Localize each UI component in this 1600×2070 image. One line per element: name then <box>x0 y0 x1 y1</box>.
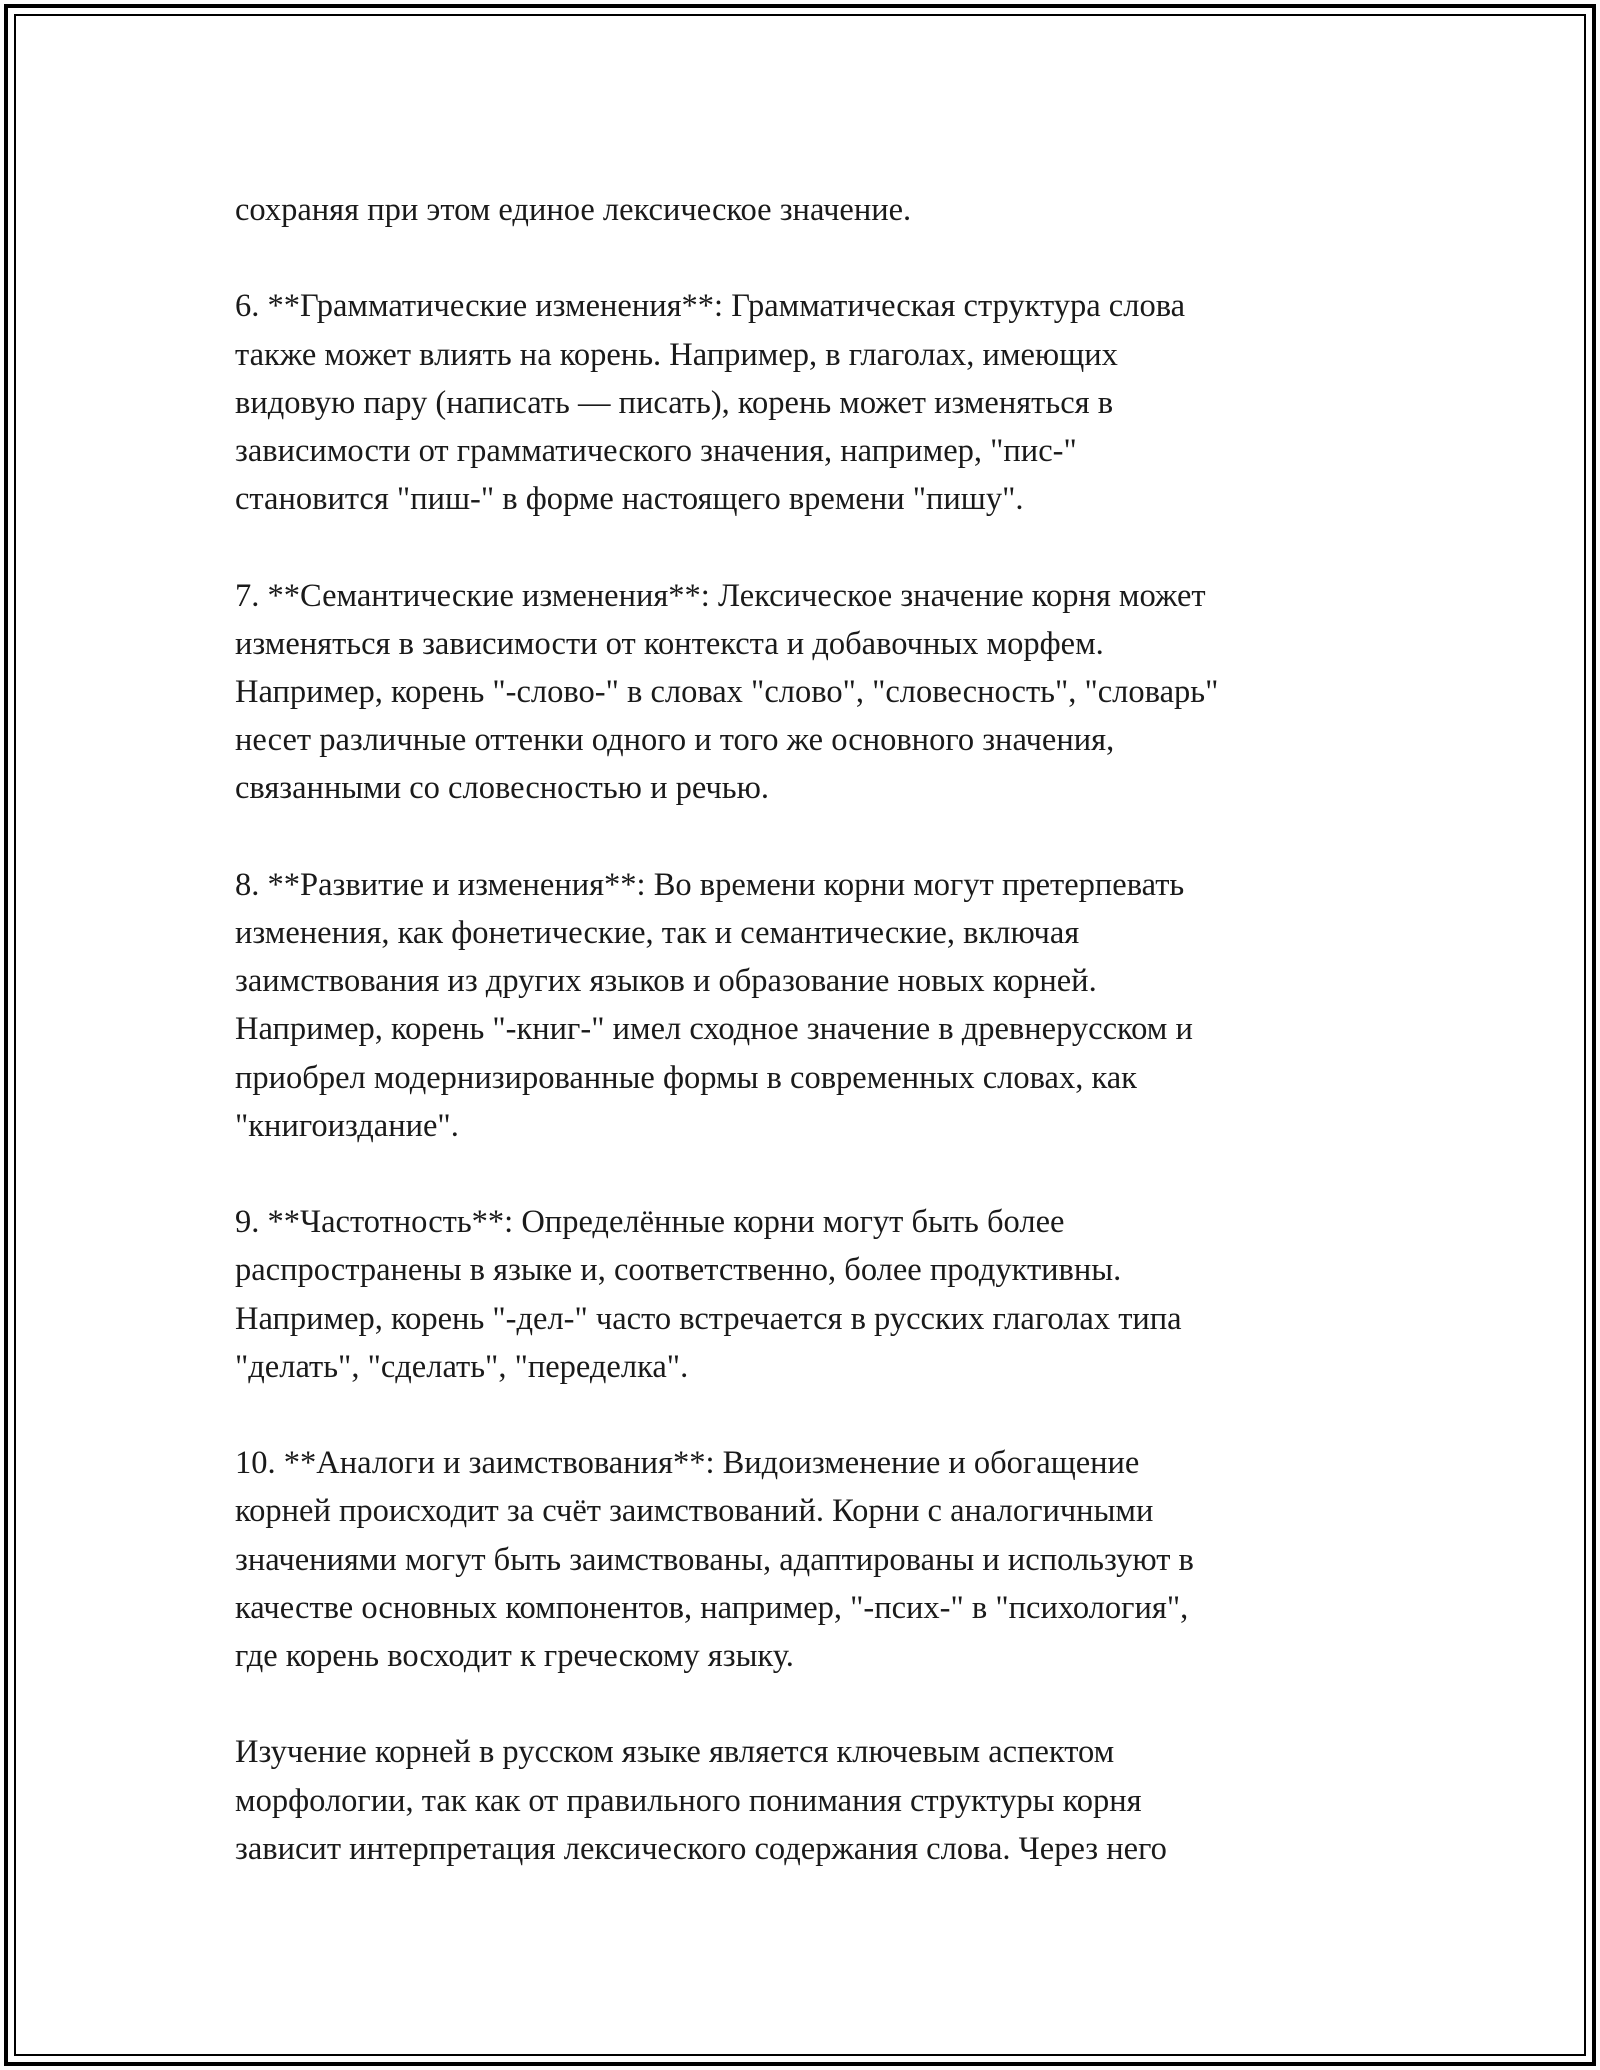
text-line: Например, корень "-книг-" имел сходное значение в древнерусском и <box>235 1011 1193 1048</box>
text-line: зависимости от грамматического значения, например, "пис-" <box>235 433 1077 469</box>
text-line: "книгоиздание". <box>235 1107 459 1144</box>
text-line: связанными со словесностью и речью. <box>235 770 770 807</box>
paragraph-conclusion <box>235 1728 1365 1873</box>
paragraph-item-8 <box>235 861 1365 1150</box>
text-line: Например, корень "-дел-" часто встречается в русских глаголах типа <box>235 1300 1182 1337</box>
text-line: 9. **Частотность**: Определённые корни могут быть более <box>235 1204 1065 1241</box>
text-line: Изучение корней в русском языке является ключевым аспектом <box>235 1734 1115 1771</box>
paragraph-item-7 <box>235 572 1365 813</box>
text-line: 10. **Аналоги и заимствования**: Видоизменение и обогащение <box>235 1445 1140 1482</box>
paragraph-item-6 <box>235 282 1365 523</box>
text-line: приобрел модернизированные формы в современных словах, как <box>235 1059 1137 1096</box>
text-line: корней происходит за счёт заимствований. Корни с аналогичными <box>235 1493 1154 1530</box>
text-line: "делать", "сделать", "переделка". <box>235 1348 689 1385</box>
text-line: изменения, как фонетические, так и семантические, включая <box>235 915 1080 951</box>
paragraph-continuation <box>235 186 1365 234</box>
text-line: где корень восходит к греческому языку. <box>235 1638 794 1675</box>
text-line: зависит интерпретация лексического содержания слова. Через него <box>235 1830 1167 1867</box>
text-line: 6. **Грамматические изменения**: Грамматическая структура слова <box>235 288 1186 325</box>
text-line: изменяться в зависимости от контекста и добавочных морфем. <box>235 625 1104 662</box>
text-line: заимствования из других языков и образование новых корней. <box>235 963 1097 1000</box>
document-body <box>235 186 1365 1873</box>
text-line: 7. **Семантические изменения**: Лексическое значение корня может <box>235 577 1206 614</box>
paragraph-item-10 <box>235 1439 1365 1680</box>
text-line: видовую пару (написать — писать), корень может изменяться в <box>235 384 1114 421</box>
text-line: сохраняя при этом единое лексическое значение. <box>235 192 912 228</box>
text-line: несет различные оттенки одного и того же основного значения, <box>235 722 1115 759</box>
text-line: также может влиять на корень. Например, в глаголах, имеющих <box>235 336 1118 373</box>
text-line: Например, корень "-слово-" в словах "слово", "словесность", "словарь" <box>235 674 1219 710</box>
text-line: распространены в языке и, соответственно, более продуктивны. <box>235 1252 1122 1289</box>
text-line: становится "пиш-" в форме настоящего времени "пишу". <box>235 481 1024 518</box>
text-line: морфологии, так как от правильного понимания структуры корня <box>235 1782 1142 1819</box>
text-line: качестве основных компонентов, например, "-псих-" в "психология", <box>235 1589 1189 1626</box>
text-line: значениями могут быть заимствованы, адаптированы и используют в <box>235 1541 1194 1578</box>
paragraph-item-9 <box>235 1198 1365 1391</box>
text-line: 8. **Развитие и изменения**: Во времени корни могут претерпевать <box>235 866 1185 903</box>
